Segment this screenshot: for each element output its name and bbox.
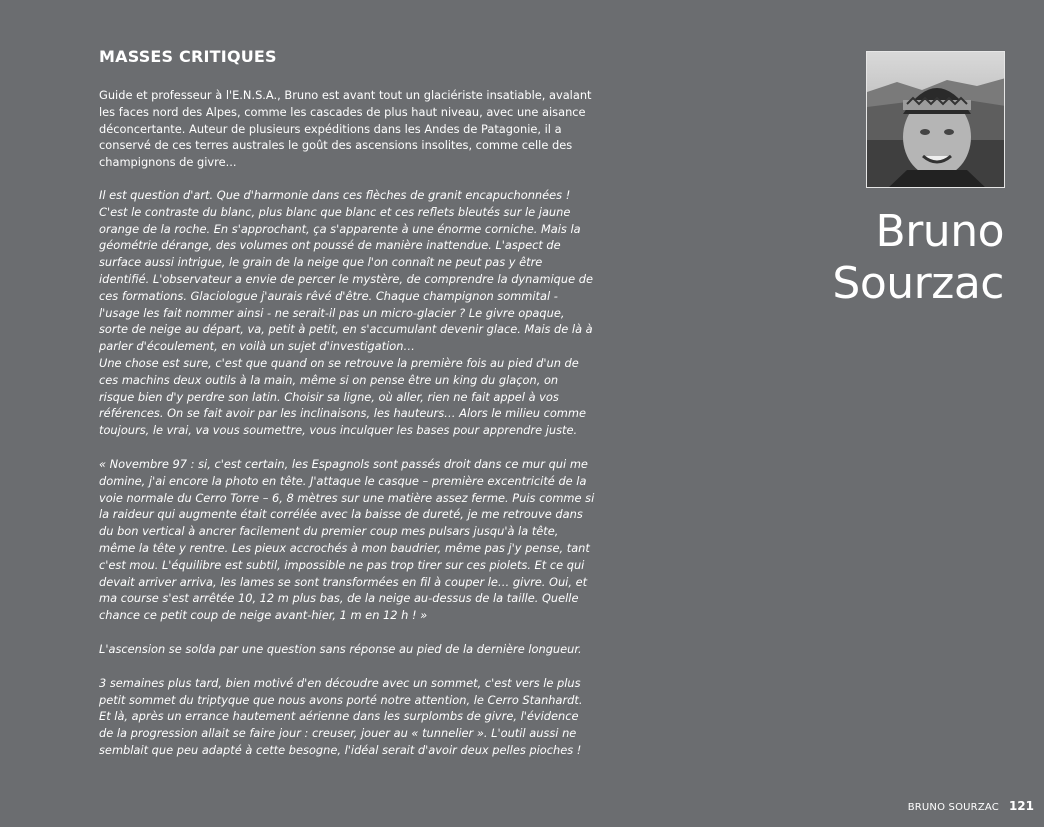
author-portrait-photo bbox=[866, 51, 1005, 188]
paragraph-2: Une chose est sure, c'est que quand on se retrouve la première fois au pied d'un de ces machins deux outils à la main, même si on pense être un king du glaçon, on risque bien d'y perdre son latin. Choisir sa ligne, où aller, rien ne fait appel à vos références. On se fait avoir par les inclinaisons, les hauteurs… Alors le milieu comme toujours, le vrai, va vous soumettre, vous inculquer les bases pour apprendre juste. bbox=[99, 355, 587, 438]
footer-author: BRUNO SOURZAC bbox=[907, 802, 999, 813]
page-footer bbox=[908, 799, 1034, 813]
profile-name bbox=[832, 206, 1004, 310]
paragraph-3: L'ascension se solda par une question sans réponse au pied de la dernière longueur. bbox=[99, 641, 582, 656]
article-body bbox=[99, 187, 595, 759]
article-heading: MASSES CRITIQUES bbox=[99, 47, 277, 66]
article-intro: Guide et professeur à l'E.N.S.A., Bruno est avant tout un glaciériste insatiable, avalant les faces nord des Alpes, comme les cascades de plus haut niveau, avec une aisance déconcertante. Auteur de plusieurs expéditions dans les Andes de Patagonie, il a conservé de ces terres australes le goût des ascensions insolites, comme celle des champignons de givre... bbox=[99, 88, 592, 170]
paragraph-1: Il est question d'art. Que d'harmonie dans ces flèches de granit encapuchonnées ! C'est le contraste du blanc, plus blanc que blanc et ces reflets bleutés sur le jaune orange de la roche. En s'approchant, ça s'apparente à une énorme corniche. Mais la géométrie dérange, des volumes ont poussé de manière inattendue. L'aspect de surface aussi intrigue, le grain de la neige que l'on connaît ne peut pas y être identifié. L'observateur a envie de percer le mystère, de comprendre la dynamique de ces formations. Glaciologue j'aurais rêvé d'être. Chaque champignon sommital - l'usage les fait nommer ainsi - ne serait-il pas un micro-glacier ? Le givre opaque, sorte de neige au départ, va, petit à petit, en s'accumulant devenir glace. Mais de là à parler d'écoulement, en voilà un sujet d'investigation… bbox=[99, 187, 593, 354]
profile-first-name: Bruno bbox=[875, 206, 1004, 257]
profile-last-name: Sourzac bbox=[832, 258, 1004, 309]
article-column bbox=[99, 46, 595, 759]
paragraph-4: 3 semaines plus tard, bien motivé d'en découdre avec un sommet, c'est vers le plus petit sommet du triptyque que nous avons porté notre attention, le Cerro Stanhardt. Et là, après un errance hautement aérienne dans les surplombs de givre, l'évidence de la progression allait se faire jour : creuser, jouer au « tunnelier ». L'outil aussi ne semblait que peu adapté à cette besogne, l'idéal serait d'avoir deux pelles pioches ! bbox=[99, 675, 583, 757]
portrait-image bbox=[867, 52, 1005, 188]
page-number: 121 bbox=[1008, 799, 1034, 813]
quote-paragraph: « Novembre 97 : si, c'est certain, les Espagnols sont passés droit dans ce mur qui me domine, j'ai encore la photo en tête. J'attaque le casque – première excentricité de la voie normale du Cerro Torre – 6, 8 mètres sur une matière assez ferme. Puis comme si la raideur qui augmente était corrélée avec la baisse de dureté, je me retrouve dans du bon vertical à ancrer facilement du premier coup mes pulsars jusqu'à la tête, même la tête y rentre. Les pieux accrochés à mon baudrier, même pas j'y pense, tant c'est mou. L'équilibre est subtil, impossible ne pas trop tirer sur ces piolets. Et ce qui devait arriver arriva, les lames se sont transformées en fil à couper le… givre. Oui, et ma course s'est arrêtée 10, 12 m plus bas, de la neige au-dessus de la taille. Quelle chance ce petit coup de neige avant-hier, 1 m en 12 h ! » bbox=[99, 456, 595, 623]
